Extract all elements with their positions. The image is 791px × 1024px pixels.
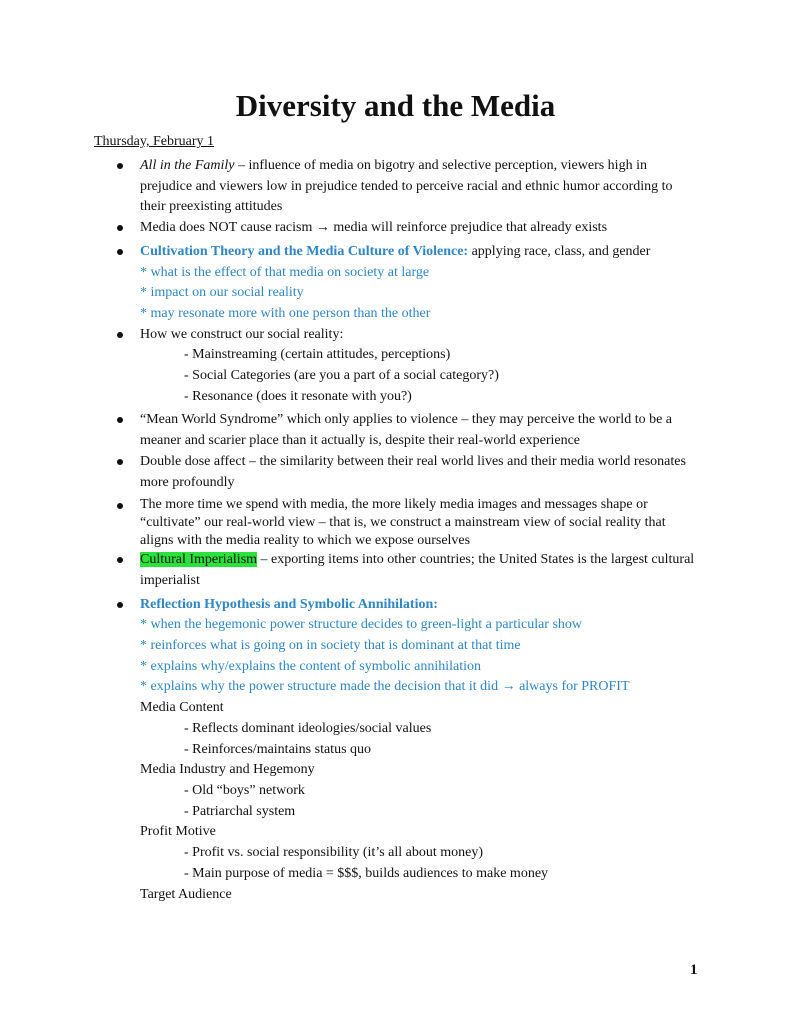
- sub-item: * explains why the power structure made the decision that it did → always for PROFIT: [140, 679, 630, 695]
- bullet-cultivation-theory: [117, 242, 697, 263]
- sub-item: * impact on our social reality: [140, 285, 304, 301]
- bullet-icon: [117, 602, 123, 608]
- bullet-reflection-hypothesis: [117, 595, 697, 616]
- bullet-more-time: [117, 496, 697, 550]
- bullet-media-racism: [117, 218, 697, 239]
- sub-item: * may resonate more with one person than the other: [140, 305, 431, 321]
- bullet-icon: [117, 417, 123, 423]
- bullet-icon: [117, 225, 123, 231]
- sub-item: * explains why/explains the content of symbolic annihilation: [140, 658, 481, 674]
- bullet-all-in-the-family: [117, 156, 697, 218]
- page-number: 1: [690, 962, 698, 978]
- sub-item: - Reflects dominant ideologies/social values: [184, 720, 432, 736]
- bullet-text: Double dose affect – the similarity between their real world lives and their media world resonates more profoundly: [140, 453, 686, 490]
- highlighted-term: Cultural Imperialism: [140, 552, 258, 568]
- sub-item: - Main purpose of media = $$$, builds audiences to make money: [184, 865, 549, 881]
- sub-item: - Social Categories (are you a part of a social category?): [184, 368, 499, 384]
- bullet-icon: [117, 332, 123, 338]
- bullet-text: applying race, class, and gender: [468, 243, 651, 259]
- sub-item: * when the hegemonic power structure decides to green-light a particular show: [140, 617, 583, 633]
- section-label: Profit Motive: [140, 824, 216, 840]
- bullet-text: How we construct our social reality:: [140, 326, 344, 342]
- sub-item: - Old “boys” network: [184, 782, 305, 798]
- date-heading: Thursday, February 1: [94, 134, 215, 149]
- bullet-mean-world: [117, 410, 697, 451]
- sub-item: * reinforces what is going on in society that is dominant at that time: [140, 638, 521, 654]
- section-label: Media Content: [140, 700, 224, 716]
- sub-item: * what is the effect of that media on society at large: [140, 264, 430, 280]
- bullet-icon: [117, 459, 123, 465]
- sub-item: - Mainstreaming (certain attitudes, perceptions): [184, 347, 451, 363]
- bullet-cultural-imperialism: [117, 550, 697, 591]
- page-title: Diversity and the Media: [235, 88, 556, 123]
- bullet-text: Media does NOT cause racism → media will reinforce prejudice that already exists: [140, 220, 608, 236]
- bullet-text: The more time we spend with media, the more likely media images and messages shape or “cultivate” our real-world view – that is, we construct a mainstream view of social reality that aligns with the media reality to which we expose ourselves: [140, 497, 666, 549]
- bullet-text: “Mean World Syndrome” which only applies to violence – they may perceive the world to be a meaner and scarier place than it actually is, despite their real-world experience: [140, 412, 673, 449]
- bullet-icon: [117, 249, 123, 255]
- section-heading: Reflection Hypothesis and Symbolic Annihilation:: [140, 596, 438, 612]
- bullet-text: – influence of media on bigotry and selective perception, viewers high in prejudice and viewers low in prejudice tended to perceive racial and ethnic humor according to their preexisting attitudes: [140, 158, 673, 215]
- bullet-icon: [117, 503, 123, 509]
- sub-item: - Patriarchal system: [184, 803, 296, 819]
- section-label: Target Audience: [140, 886, 232, 902]
- section-label: Media Industry and Hegemony: [140, 762, 315, 778]
- bullet-text: – exporting items into other countries; the United States is the largest cultural imperialist: [140, 552, 695, 588]
- sub-item: - Profit vs. social responsibility (it’s all about money): [184, 845, 484, 861]
- show-title: All in the Family: [140, 158, 235, 173]
- section-heading: Cultivation Theory and the Media Culture of Violence:: [140, 243, 469, 259]
- sub-item: - Reinforces/maintains status quo: [184, 741, 372, 757]
- bullet-icon: [117, 557, 123, 563]
- bullet-double-dose: [117, 452, 697, 493]
- sub-item: - Resonance (does it resonate with you?): [184, 388, 412, 404]
- notes-body: [117, 156, 697, 905]
- bullet-icon: [117, 163, 123, 169]
- bullet-social-reality: [117, 325, 697, 346]
